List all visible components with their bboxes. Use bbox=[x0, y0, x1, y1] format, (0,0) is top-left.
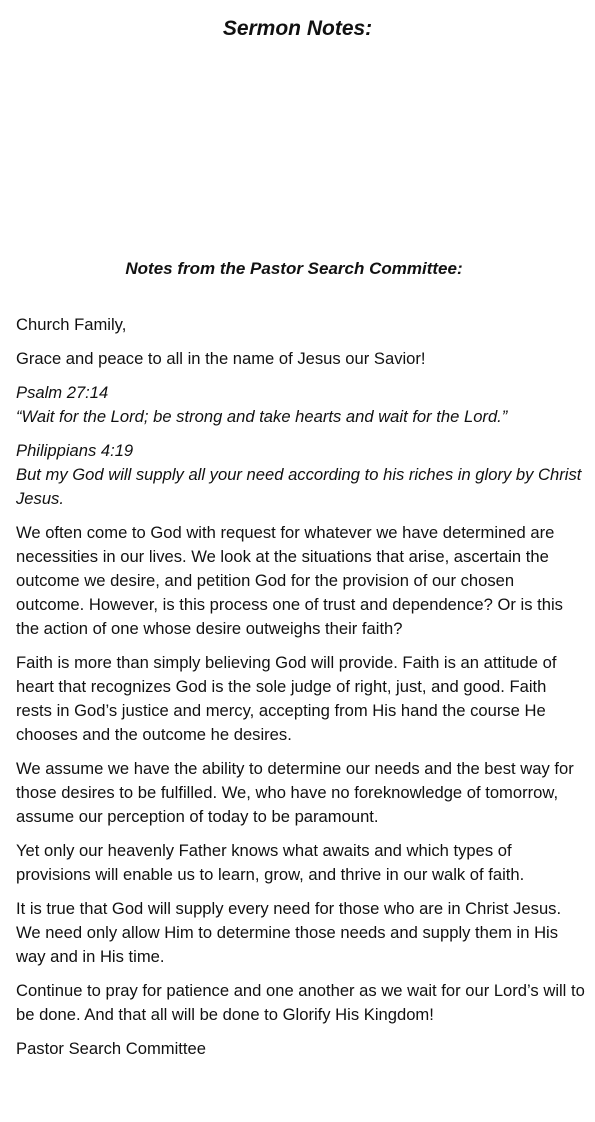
paragraph-father: Yet only our heavenly Father knows what awaits and which types of provisions will enable us to learn, grow, and thrive in our walk of faith. bbox=[16, 841, 525, 884]
letter-body bbox=[16, 313, 586, 1071]
paragraph-pray: Continue to pray for patience and one another as we wait for our Lord’s will to be done. And that all will be done to Glorify His Kingdom! bbox=[16, 981, 585, 1024]
scripture-philippians bbox=[16, 439, 586, 511]
greeting: Grace and peace to all in the name of Jesus our Savior! bbox=[16, 349, 426, 368]
paragraph-assume: We assume we have the ability to determine our needs and the best way for those desires to be fulfilled. We, who have no foreknowledge of tomorrow, assume our perception of today to be paramount. bbox=[16, 759, 574, 826]
section-heading: Notes from the Pastor Search Committee: bbox=[125, 259, 463, 278]
page-title: Sermon Notes: bbox=[222, 17, 373, 40]
verse-text: But my God will supply all your need according to his riches in glory by Christ Jesus. bbox=[16, 465, 582, 508]
paragraph-supply: It is true that God will supply every need for those who are in Christ Jesus. We need only allow Him to determine those needs and supply them in His way and in His time. bbox=[16, 899, 562, 966]
verse-text: “Wait for the Lord; be strong and take hearts and wait for the Lord.” bbox=[16, 407, 508, 426]
scripture-psalm bbox=[16, 381, 586, 429]
signature: Pastor Search Committee bbox=[16, 1039, 206, 1058]
verse-reference: Philippians 4:19 bbox=[16, 441, 134, 460]
paragraph-request: We often come to God with request for whatever we have determined are necessities in our lives. We look at the situations that arise, ascertain the outcome we desire, and petition God for the provision of our chosen outcome. However, is this process one of trust and dependence? Or is this the action of one whose desire outweighs their faith? bbox=[16, 523, 563, 638]
verse-reference: Psalm 27:14 bbox=[16, 383, 109, 402]
salutation: Church Family, bbox=[16, 315, 127, 334]
paragraph-faith: Faith is more than simply believing God will provide. Faith is an attitude of heart that recognizes God is the sole judge of right, just, and good. Faith rests in God’s justice and mercy, accepting from His hand the course He chooses and the outcome he desires. bbox=[16, 653, 557, 744]
